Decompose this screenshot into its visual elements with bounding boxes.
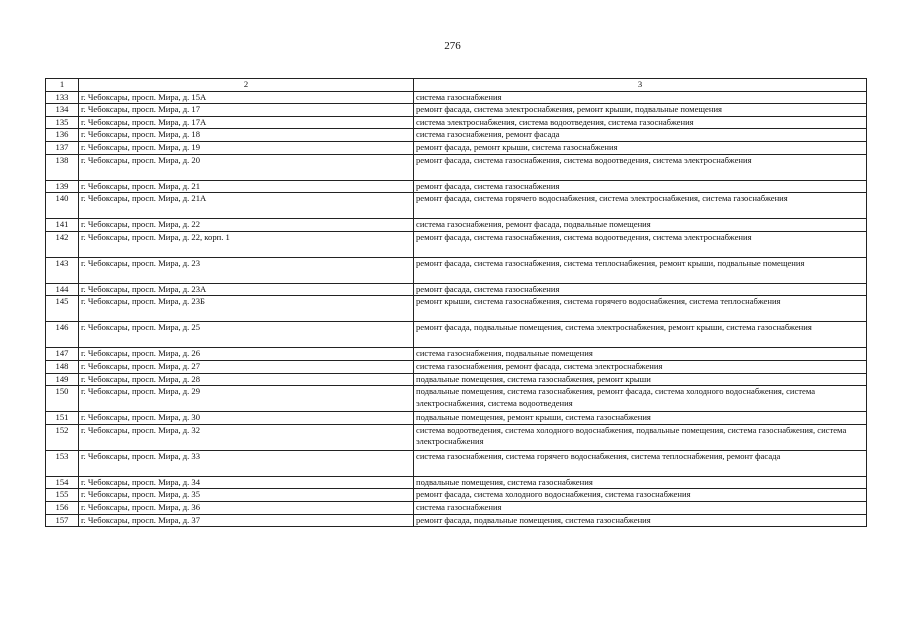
row-number: 148 [46, 360, 79, 373]
row-number: 151 [46, 412, 79, 425]
row-address: г. Чебоксары, просп. Мира, д. 36 [79, 501, 414, 514]
table-row [46, 91, 867, 104]
row-address: г. Чебоксары, просп. Мира, д. 33 [79, 450, 414, 476]
table-row [46, 219, 867, 232]
row-number: 141 [46, 219, 79, 232]
row-works: подвальные помещения, ремонт крыши, система газоснабжения [414, 412, 867, 425]
row-number: 155 [46, 489, 79, 502]
row-address: г. Чебоксары, просп. Мира, д. 21 [79, 180, 414, 193]
row-address: г. Чебоксары, просп. Мира, д. 26 [79, 348, 414, 361]
row-address: г. Чебоксары, просп. Мира, д. 27 [79, 360, 414, 373]
table-row [46, 231, 867, 257]
row-address: г. Чебоксары, просп. Мира, д. 29 [79, 386, 414, 412]
row-address: г. Чебоксары, просп. Мира, д. 19 [79, 141, 414, 154]
row-works: ремонт фасада, система газоснабжения [414, 180, 867, 193]
row-number: 144 [46, 283, 79, 296]
table-row [46, 129, 867, 142]
table-row [46, 322, 867, 348]
row-works: ремонт фасада, ремонт крыши, система газоснабжения [414, 141, 867, 154]
row-works: система газоснабжения [414, 91, 867, 104]
table-row [46, 476, 867, 489]
row-number: 157 [46, 514, 79, 527]
table-row [46, 424, 867, 450]
row-works: система газоснабжения, система горячего водоснабжения, система теплоснабжения, ремонт фасада [414, 450, 867, 476]
header-col-address: 2 [79, 79, 414, 92]
row-number: 142 [46, 231, 79, 257]
row-number: 154 [46, 476, 79, 489]
row-works: ремонт фасада, система электроснабжения, ремонт крыши, подвальные помещения [414, 104, 867, 117]
row-address: г. Чебоксары, просп. Мира, д. 28 [79, 373, 414, 386]
row-works: система газоснабжения, ремонт фасада, система электроснабжения [414, 360, 867, 373]
row-address: г. Чебоксары, просп. Мира, д. 35 [79, 489, 414, 502]
row-works: система газоснабжения, ремонт фасада, подвальные помещения [414, 219, 867, 232]
table-row [46, 154, 867, 180]
row-number: 139 [46, 180, 79, 193]
table-row [46, 348, 867, 361]
row-number: 145 [46, 296, 79, 322]
table-row [46, 489, 867, 502]
row-number: 156 [46, 501, 79, 514]
row-address: г. Чебоксары, просп. Мира, д. 15А [79, 91, 414, 104]
row-address: г. Чебоксары, просп. Мира, д. 22, корп. 1 [79, 231, 414, 257]
row-address: г. Чебоксары, просп. Мира, д. 25 [79, 322, 414, 348]
row-works: система газоснабжения, подвальные помещения [414, 348, 867, 361]
row-address: г. Чебоксары, просп. Мира, д. 23 [79, 257, 414, 283]
row-address: г. Чебоксары, просп. Мира, д. 23Б [79, 296, 414, 322]
table-row [46, 116, 867, 129]
row-address: г. Чебоксары, просп. Мира, д. 20 [79, 154, 414, 180]
row-address: г. Чебоксары, просп. Мира, д. 22 [79, 219, 414, 232]
table-row [46, 360, 867, 373]
row-works: ремонт фасада, подвальные помещения, система газоснабжения [414, 514, 867, 527]
table-row [46, 412, 867, 425]
row-works: ремонт фасада, система газоснабжения [414, 283, 867, 296]
row-works: система газоснабжения, ремонт фасада [414, 129, 867, 142]
row-number: 134 [46, 104, 79, 117]
row-number: 147 [46, 348, 79, 361]
row-address: г. Чебоксары, просп. Мира, д. 37 [79, 514, 414, 527]
row-works: система водоотведения, система холодного водоснабжения, подвальные помещения, система газоснабжения, система электроснабжения [414, 424, 867, 450]
header-col-number: 1 [46, 79, 79, 92]
table-row [46, 257, 867, 283]
row-works: ремонт фасада, система газоснабжения, система теплоснабжения, ремонт крыши, подвальные помещения [414, 257, 867, 283]
row-address: г. Чебоксары, просп. Мира, д. 21А [79, 193, 414, 219]
row-works: подвальные помещения, система газоснабжения, ремонт фасада, система холодного водоснабжения, система электроснабжения, система водоотведения [414, 386, 867, 412]
row-works: ремонт фасада, система холодного водоснабжения, система газоснабжения [414, 489, 867, 502]
row-address: г. Чебоксары, просп. Мира, д. 30 [79, 412, 414, 425]
row-number: 153 [46, 450, 79, 476]
row-works: система электроснабжения, система водоотведения, система газоснабжения [414, 116, 867, 129]
row-works: система газоснабжения [414, 501, 867, 514]
row-number: 138 [46, 154, 79, 180]
row-number: 135 [46, 116, 79, 129]
row-works: подвальные помещения, система газоснабжения [414, 476, 867, 489]
table-row [46, 104, 867, 117]
table-row [46, 386, 867, 412]
table-row [46, 193, 867, 219]
row-number: 152 [46, 424, 79, 450]
table-row [46, 373, 867, 386]
row-number: 133 [46, 91, 79, 104]
row-address: г. Чебоксары, просп. Мира, д. 34 [79, 476, 414, 489]
table-row [46, 514, 867, 527]
row-works: подвальные помещения, система газоснабжения, ремонт крыши [414, 373, 867, 386]
row-number: 137 [46, 141, 79, 154]
table-row [46, 296, 867, 322]
row-works: ремонт фасада, подвальные помещения, система электроснабжения, ремонт крыши, система газоснабжения [414, 322, 867, 348]
registry-table [45, 78, 867, 527]
row-works: ремонт крыши, система газоснабжения, система горячего водоснабжения, система теплоснабжения [414, 296, 867, 322]
row-number: 140 [46, 193, 79, 219]
table-body [46, 91, 867, 527]
row-works: ремонт фасада, система газоснабжения, система водоотведения, система электроснабжения [414, 154, 867, 180]
row-address: г. Чебоксары, просп. Мира, д. 32 [79, 424, 414, 450]
header-col-works: 3 [414, 79, 867, 92]
table-row [46, 283, 867, 296]
row-address: г. Чебоксары, просп. Мира, д. 23А [79, 283, 414, 296]
row-address: г. Чебоксары, просп. Мира, д. 17 [79, 104, 414, 117]
table-row [46, 180, 867, 193]
table-row [46, 141, 867, 154]
row-address: г. Чебоксары, просп. Мира, д. 18 [79, 129, 414, 142]
row-works: ремонт фасада, система газоснабжения, система водоотведения, система электроснабжения [414, 231, 867, 257]
page-number: 276 [444, 40, 461, 52]
row-number: 150 [46, 386, 79, 412]
row-number: 136 [46, 129, 79, 142]
row-address: г. Чебоксары, просп. Мира, д. 17А [79, 116, 414, 129]
row-works: ремонт фасада, система горячего водоснабжения, система электроснабжения, система газоснабжения [414, 193, 867, 219]
table-row [46, 501, 867, 514]
row-number: 146 [46, 322, 79, 348]
row-number: 143 [46, 257, 79, 283]
row-number: 149 [46, 373, 79, 386]
table-header-row [46, 79, 867, 92]
table-row [46, 450, 867, 476]
